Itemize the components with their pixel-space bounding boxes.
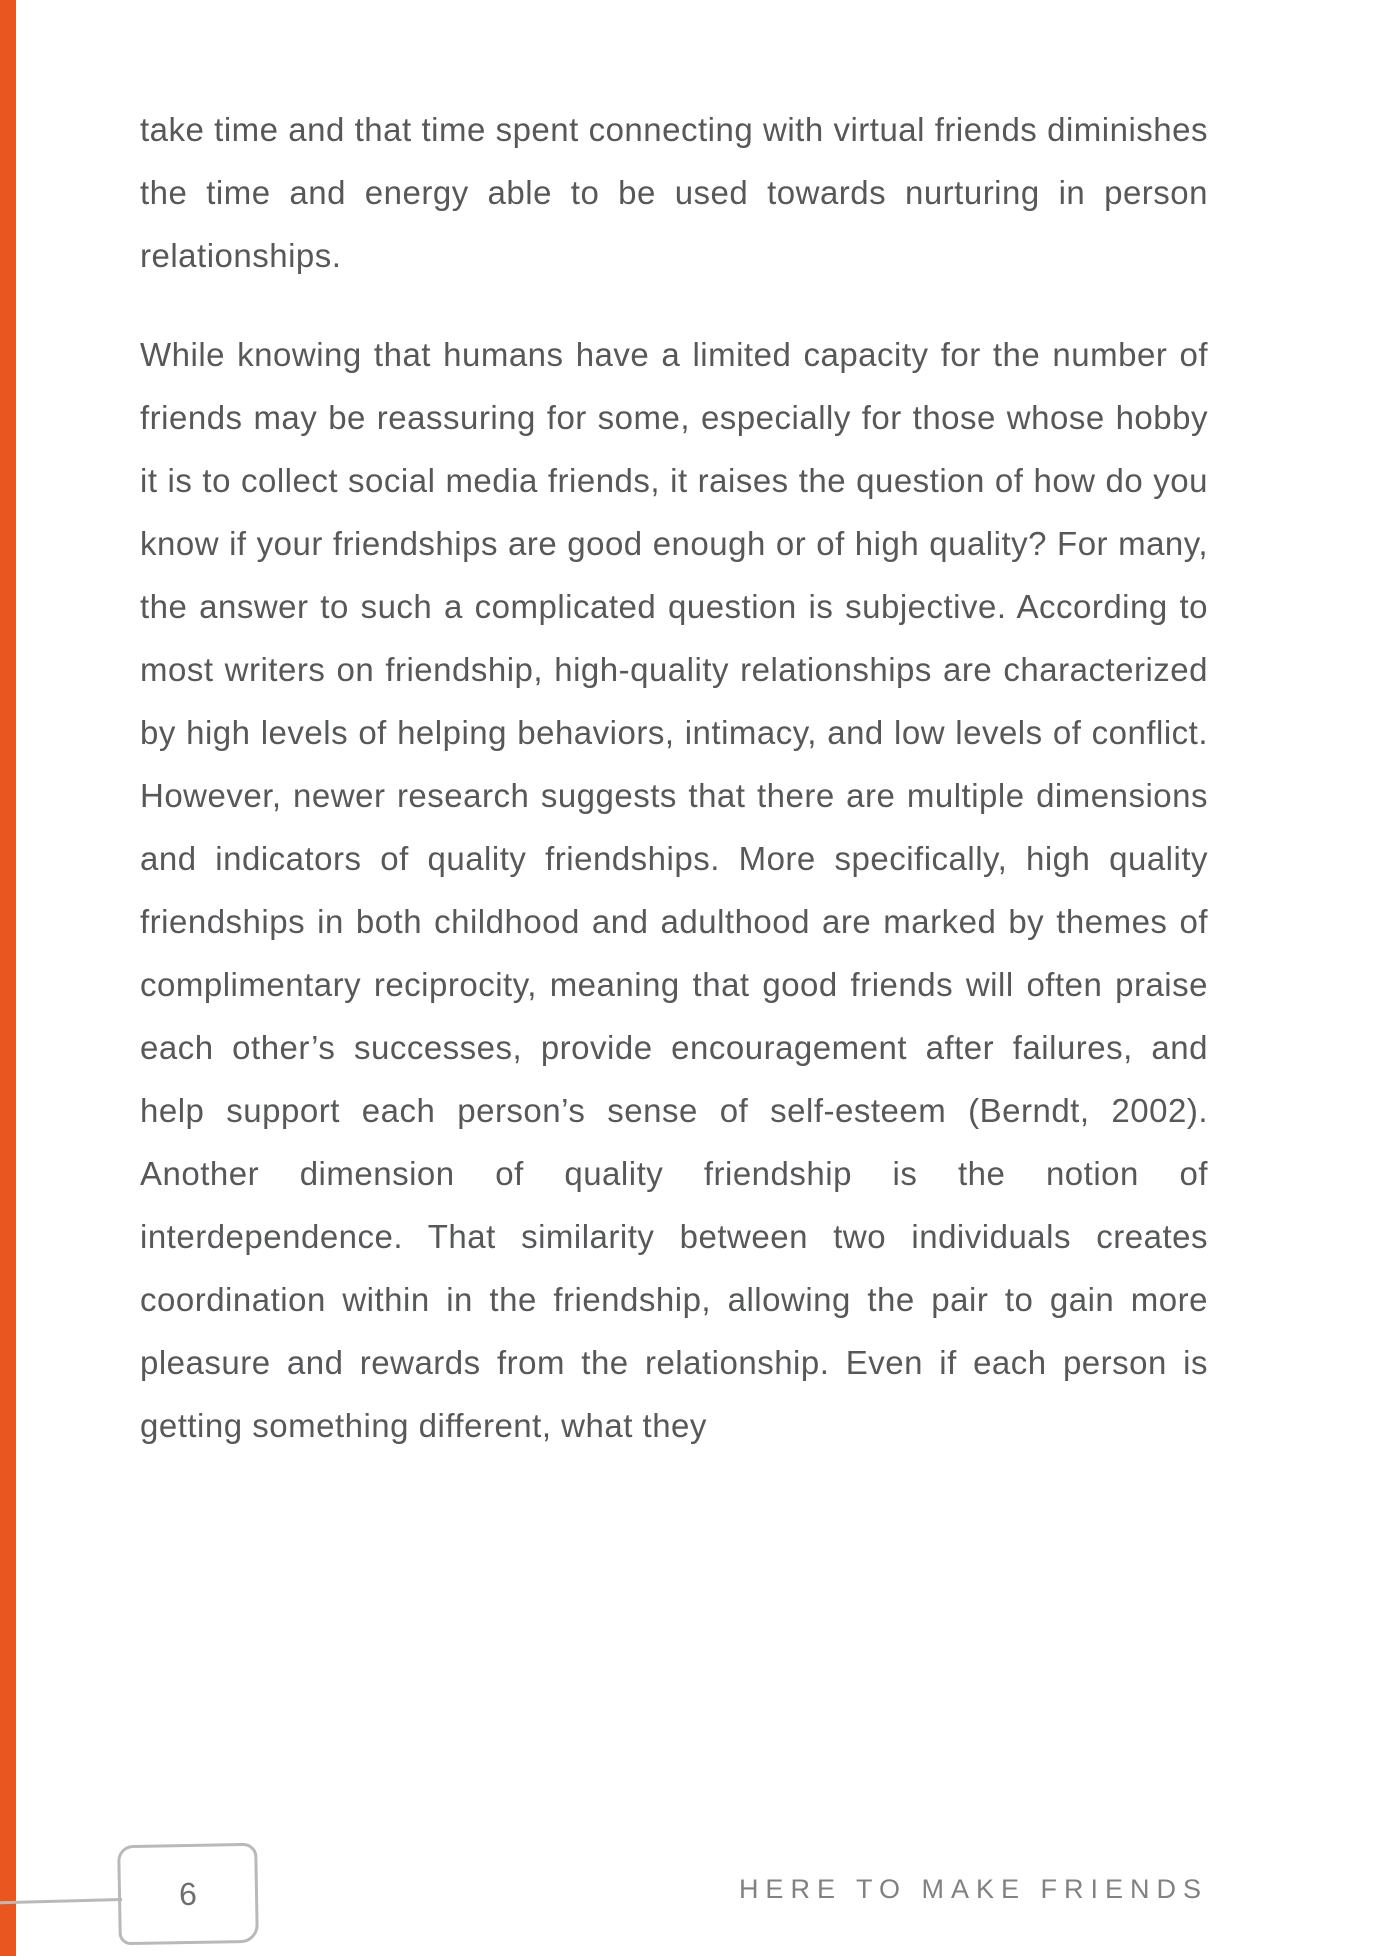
- running-title: HERE TO MAKE FRIENDS: [738, 1874, 1208, 1904]
- footer-rule-line: [0, 1898, 122, 1904]
- page-number: 6: [178, 1875, 198, 1912]
- page-footer: [0, 1840, 1396, 1956]
- paragraph-2: While knowing that humans have a limited capacity for the number of friends may be reassuring for some, especially for those whose hobby it is to collect social media friends, it raises the question of how do you know if your friendships are good enough or of high quality? For many, the answer to such a complicated question is subjective. According to most writers on friendship, high-quality relationships are characterized by high levels of helping behaviors, intimacy, and low levels of conflict. However, newer research suggests that there are multiple dimensions and indicators of quality friendships. More specifically, high quality friendships in both childhood and adulthood are marked by themes of complimentary reciprocity, meaning that good friends will often praise each other’s successes, provide encouragement after failures, and help support each person’s sense of self-esteem (Berndt, 2002). Another dimension of quality friendship is the notion of interdependence. That similarity between two individuals creates coordination within in the friendship, allowing the pair to gain more pleasure and rewards from the relationship. Even if each person is getting something different, what they: [140, 336, 1208, 1444]
- page-number-tab: [117, 1843, 259, 1945]
- body-text: [140, 98, 1208, 1493]
- paragraph-1: take time and that time spent connecting with virtual friends diminishes the time and energy able to be used towards nurturing in person relationships.: [140, 111, 1208, 274]
- page-edge-accent-stripe: [0, 0, 16, 1956]
